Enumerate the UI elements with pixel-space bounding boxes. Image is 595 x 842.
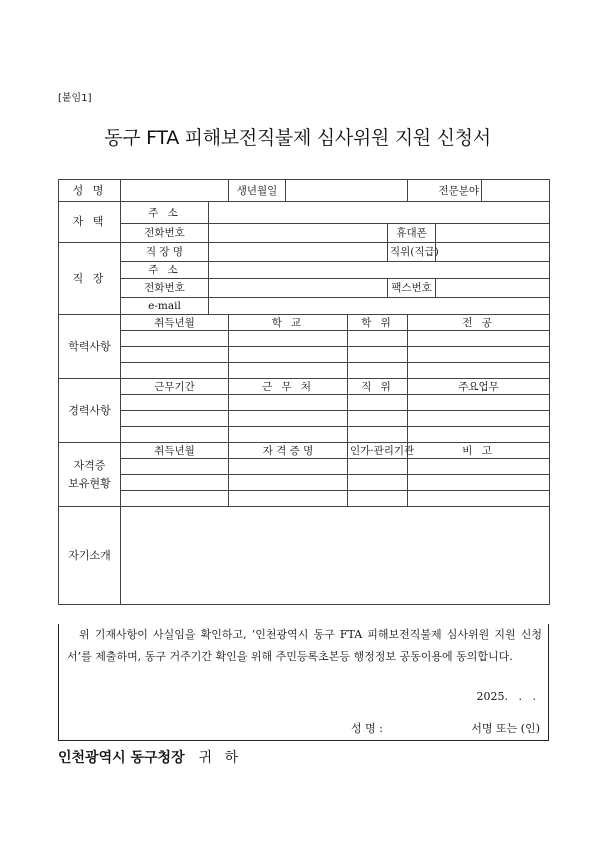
- education-cell[interactable]: [229, 363, 348, 379]
- career-cell[interactable]: [348, 395, 408, 411]
- name-label: 성 명: [59, 180, 121, 202]
- education-header-major: 전 공: [408, 315, 550, 331]
- career-cell[interactable]: [229, 427, 348, 443]
- career-cell[interactable]: [121, 411, 229, 427]
- license-cell[interactable]: [408, 475, 550, 491]
- career-header-duties: 주요업무: [408, 379, 550, 395]
- licenses-label: [59, 443, 121, 507]
- home-address-label: 주 소: [121, 202, 209, 224]
- career-cell[interactable]: [229, 411, 348, 427]
- education-cell[interactable]: [121, 331, 229, 347]
- license-cell[interactable]: [348, 459, 408, 475]
- consent-section: [58, 624, 549, 741]
- education-cell[interactable]: [348, 363, 408, 379]
- license-cell[interactable]: [408, 491, 550, 507]
- attachment-label: [붙임1]: [58, 93, 92, 104]
- form-title: 동구 FTA 피해보전직불제 심사위원 지원 신청서: [104, 127, 491, 149]
- education-cell[interactable]: [229, 347, 348, 363]
- home-phone-label: 전화번호: [121, 224, 209, 243]
- license-cell[interactable]: [229, 491, 348, 507]
- birth-field[interactable]: [286, 180, 408, 202]
- fax-field[interactable]: [436, 279, 550, 298]
- education-header-date: 취득년월: [121, 315, 229, 331]
- license-header-date: 취득년월: [121, 443, 229, 459]
- career-cell[interactable]: [408, 427, 550, 443]
- home-label: 자 택: [59, 202, 121, 243]
- career-label: 경력사항: [59, 379, 121, 443]
- work-phone-field[interactable]: [209, 279, 388, 298]
- email-field[interactable]: [209, 298, 550, 315]
- consent-text: 위 기재사항이 사실임을 확인하고, ‘인천광역시 동구 FTA 피해보전직불제 심사위원 지원 신청서’를 제출하며, 동구 거주기간 확인을 위해 주민등록초본등 행정정보 공동이용에 동의합니다.: [67, 628, 542, 663]
- career-header-position: 직 위: [348, 379, 408, 395]
- mobile-label: 휴대폰: [388, 224, 436, 243]
- career-cell[interactable]: [408, 395, 550, 411]
- email-label: e-mail: [121, 298, 209, 315]
- education-cell[interactable]: [121, 347, 229, 363]
- fax-label: 팩스번호: [388, 279, 436, 298]
- signature-hint[interactable]: 서명 또는 (인): [471, 722, 540, 735]
- home-phone-field[interactable]: [209, 224, 388, 243]
- education-cell[interactable]: [348, 347, 408, 363]
- specialty-label: 전문분야: [408, 180, 482, 202]
- license-header-note: 비 고: [408, 443, 550, 459]
- license-cell[interactable]: [121, 475, 229, 491]
- education-cell[interactable]: [408, 363, 550, 379]
- application-date: 2025. . .: [476, 690, 536, 703]
- license-header-name: 자 격 증 명: [229, 443, 348, 459]
- license-cell[interactable]: [229, 475, 348, 491]
- career-cell[interactable]: [229, 395, 348, 411]
- signature-label: 성 명 :: [351, 722, 383, 735]
- intro-field[interactable]: [121, 507, 550, 605]
- license-cell[interactable]: [408, 459, 550, 475]
- education-cell[interactable]: [408, 347, 550, 363]
- workplace-name-field[interactable]: [209, 243, 388, 262]
- birth-label: 생년월일: [229, 180, 286, 202]
- career-cell[interactable]: [121, 427, 229, 443]
- workplace-name-label: 직 장 명: [121, 243, 209, 262]
- career-cell[interactable]: [348, 411, 408, 427]
- position-field[interactable]: [436, 243, 550, 262]
- license-cell[interactable]: [121, 459, 229, 475]
- recipient-suffix: 귀 하: [198, 750, 243, 766]
- education-label: 학력사항: [59, 315, 121, 379]
- work-address-field[interactable]: [209, 262, 550, 279]
- specialty-field[interactable]: [482, 180, 550, 202]
- application-form-table: [58, 179, 550, 605]
- recipient: [58, 747, 242, 767]
- career-header-employer: 근 무 처: [229, 379, 348, 395]
- education-cell[interactable]: [348, 331, 408, 347]
- license-cell[interactable]: [348, 475, 408, 491]
- career-cell[interactable]: [121, 395, 229, 411]
- name-field[interactable]: [121, 180, 229, 202]
- work-label: 직 장: [59, 243, 121, 315]
- education-cell[interactable]: [229, 331, 348, 347]
- work-phone-label: 전화번호: [121, 279, 209, 298]
- licenses-label-line1: 자격증: [73, 458, 106, 472]
- licenses-label-line2: 보유현황: [68, 476, 111, 490]
- education-header-school: 학 교: [229, 315, 348, 331]
- work-address-label: 주 소: [121, 262, 209, 279]
- career-cell[interactable]: [348, 427, 408, 443]
- license-cell[interactable]: [229, 459, 348, 475]
- home-address-field[interactable]: [209, 202, 550, 224]
- education-header-degree: 학 위: [348, 315, 408, 331]
- education-cell[interactable]: [408, 331, 550, 347]
- license-header-authority: 인가·관리기관: [348, 443, 408, 459]
- career-cell[interactable]: [408, 411, 550, 427]
- mobile-field[interactable]: [436, 224, 550, 243]
- license-cell[interactable]: [121, 491, 229, 507]
- position-label: 직위(직급): [388, 243, 436, 262]
- career-header-period: 근무기간: [121, 379, 229, 395]
- license-cell[interactable]: [348, 491, 408, 507]
- intro-label: 자기소개: [59, 507, 121, 605]
- education-cell[interactable]: [121, 363, 229, 379]
- recipient-name: 인천광역시 동구청장: [58, 750, 185, 766]
